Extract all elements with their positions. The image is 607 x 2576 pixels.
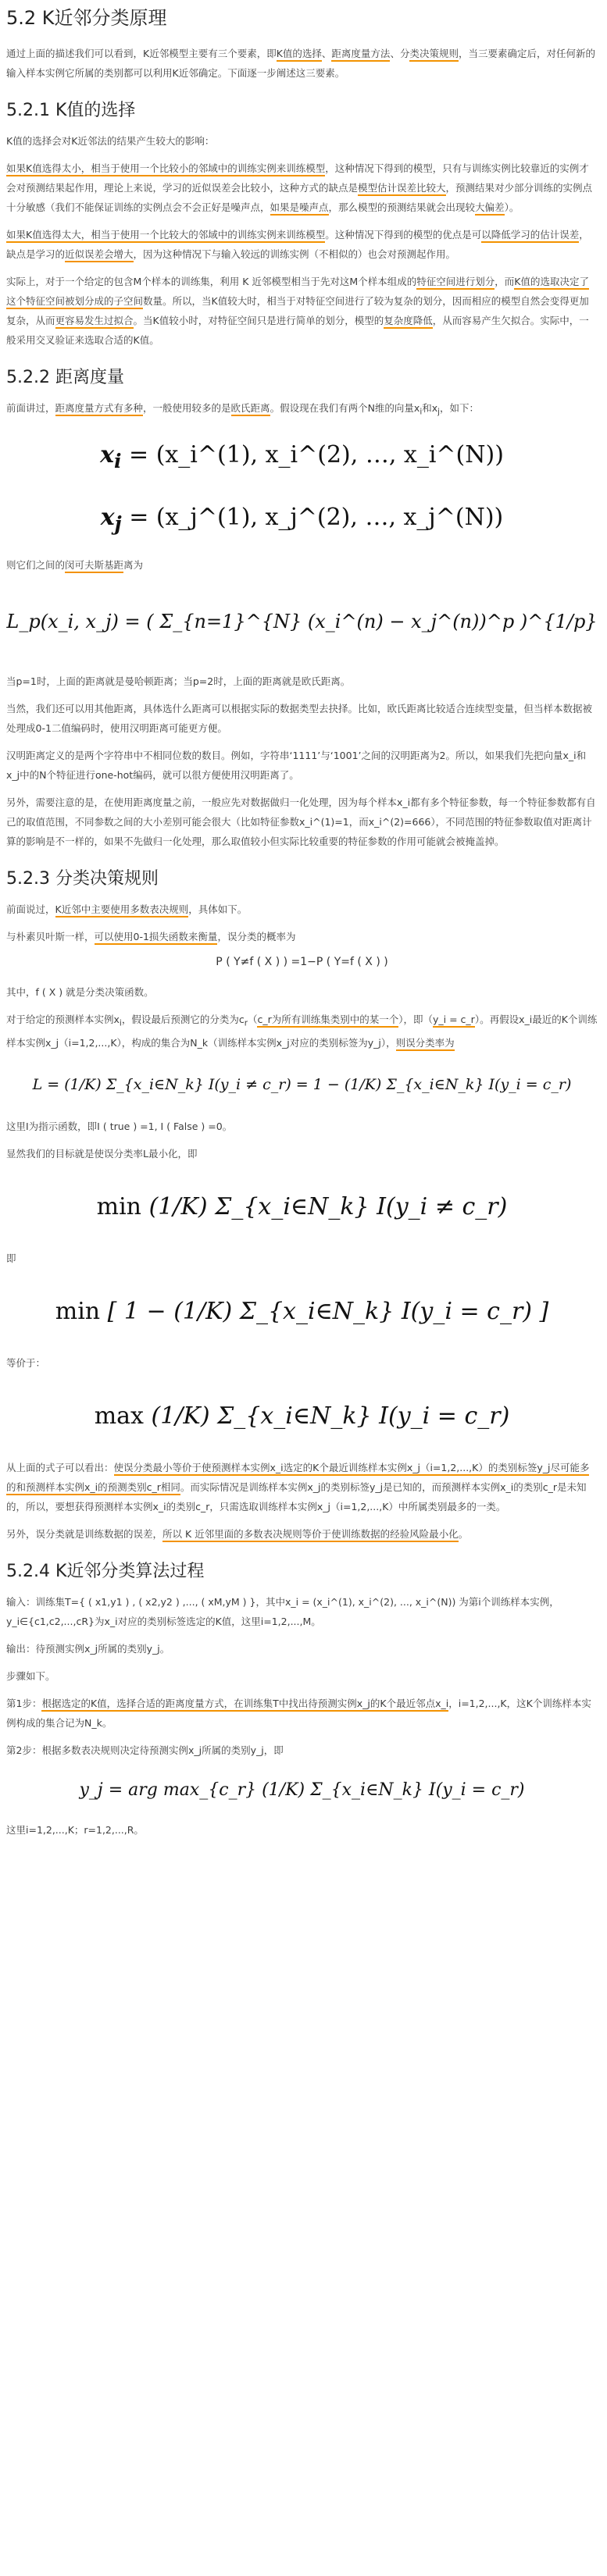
distance-p2: 则它们之间的闵可夫斯基距离为 <box>6 555 598 575</box>
decision-p10: 另外，误分类就是训练数据的误差，所以 K 近邻里面的多数表决规则等价于使训练数据的经验风险最小化。 <box>6 1524 598 1544</box>
min-equation: min (1/K) Σ_{x_i∈N_k} I(y_i ≠ c_r) <box>96 1193 508 1220</box>
k-choice-p3: 如果K值选得太大，相当于使用一个比较大的邻域中的训练实例来训练模型。这种情况下得到的模型的优点是可以降低学习的估计误差，缺点是学习的近似误差会增大，因为这种情况下与输入较远的训练实例（不相似的）也会对预测起作用。 <box>6 225 598 264</box>
distance-p6: 另外，需要注意的是，在使用距离度量之前，一般应先对数据做归一化处理，因为每个样本x_i都有多个特征参数，每一个特征参数都有自己的取值范围，不同参数之间的大小差别可能会很大（比如特征参数x_i^(1)=1，而x_i^(2)=666），不同范围的特征参数取值对距离计算的影响是不一样的，如果不先做归一化处理，那么取值较小但实际比较重要的特征参数的作用可能就会被掩盖掉。 <box>6 796 596 847</box>
algo-input: 输入：训练集T={ ( x1,y1 ) , ( x2,y2 ) ,..., ( xM,yM ) }，其中x_i = (x_i^(1), x_i^(2), ..., x_i^(N)) 为第i个训练样本实例，y_i∈{c1,c2,...,cR}为x_i对应的类别标签选定的K值，这里i=1,2,...,M。 <box>6 1596 559 1627</box>
section-title-5-2-3: 5.2.3 分类决策规则 <box>6 868 159 889</box>
algo-step1: 第1步：根据选定的K值，选择合适的距离度量方式，在训练集T中找出待预测实例x_j的K个最近邻点x_i，i=1,2,...,K，这K个训练样本实例构成的集合记为N_k。 <box>6 1698 591 1729</box>
distance-p5: 汉明距离定义的是两个字符串中不相同位数的数目。例如，字符串‘1111’与‘1001’之间的汉明距离为2。所以，如果我们先把向量x_i和x_j中的N个特征进行one-hot编码，就可以很方便使用汉明距离了。 <box>6 749 587 781</box>
min-bracket-equation: min [ 1 − (1/K) Σ_{x_i∈N_k} I(y_i = c_r) ] <box>55 1298 549 1325</box>
decision-p1: 前面说过，K近邻中主要使用多数表决规则，具体如下。 <box>6 900 598 919</box>
decision-p3: 其中，f ( X ) 就是分类决策函数。 <box>6 985 154 998</box>
decision-p9: 从上面的式子可以看出：使误分类最小等价于使预测样本实例x_i选定的K个最近训练样本实例x_j（i=1,2,...,K）的类别标签y_j尽可能多的和预测样本实例x_i的预测类别c_r相同。而实际情况是训练样本实例x_j的类别标签y_j是已知的，而预测样本实例x_i的类别c_r是未知的，所以，要想获得预测样本实例x_i的类别c_r，只需选取训练样本实例x_j（i=1,2,...,K）中所属类别最多的一类。 <box>6 1462 590 1512</box>
algo-steps: 步骤如下。 <box>6 1670 55 1682</box>
section-title-5-2-1: 5.2.1 K值的选择 <box>6 101 136 120</box>
algo-step2-end: 这里i=1,2,...,K；r=1,2,...,R。 <box>6 1824 144 1836</box>
intro-paragraph: 通过上面的描述我们可以看到，K近邻模型主要有三个要素，即K值的选择、距离度量方法、分类决策规则，当三要素确定后，对任何新的输入样本实例它所属的类别都可以利用K近邻确定。下面逐一步阐述这三要素。 <box>6 48 595 79</box>
decision-p2: 与朴素贝叶斯一样，可以使用0-1损失函数来衡量，误分类的概率为 <box>6 927 598 946</box>
distance-p4: 当然，我们还可以用其他距离，具体选什么距离可以根据实际的数据类型去抉择。比如，欧氏距离比较适合连续型变量，但当样本数据被处理成0-1二值编码时，使用汉明距离可能更方便。 <box>6 702 593 734</box>
argmax-equation: y_j = arg max_{c_r} (1/K) Σ_{x_i∈N_k} I(y_i = c_r) <box>79 1780 525 1800</box>
section-title-5-2-4: 5.2.4 K近邻分类算法过程 <box>6 1562 205 1581</box>
max-equation: max (1/K) Σ_{x_i∈N_k} I(y_i = c_r) <box>94 1402 510 1430</box>
decision-p4: 对于给定的预测样本实例$x_i$，假设最后预测它的分类为$c_r(c\_r$为所有训练集类别中的某一个），即（y_i = c_r）。再假设x_i最近的K个训练样本实例x_j（i=1,2,...,K），构成的集合为N_k（训练样本实例x_j对应的类别标签为y_j），则误分类率为 <box>6 1010 598 1053</box>
k-choice-p2: 如果K值选得太小，相当于使用一个比较小的邻域中的训练实例来训练模型，这种情况下得到的模型，只有与训练实例比较靠近的实例才会对预测结果起作用，理论上来说，学习的近似误差会比较小，这种方式的缺点是模型估计误差比较大，预测结果对少部分训练的实例点十分敏感（我们不能保证训练的实例点会不会正好是噪声点，如果是噪声点，那么模型的预测结果就会出现较大偏差）。 <box>6 159 598 217</box>
decision-p6: 显然我们的目标就是使误分类率L最小化，即 <box>6 1148 198 1160</box>
section-title-5-2: 5.2 K近邻分类原理 <box>6 7 167 29</box>
decision-p5: 这里I为指示函数，即I ( true ) =1, I ( False ) =0。 <box>6 1121 233 1132</box>
vector-xi-equation: $x_i$ = (x_i^(1), x_i^(2), …, x_i^(N)) <box>100 440 504 472</box>
vector-xj-equation: $x_j$ = (x_j^(1), x_j^(2), …, x_j^(N)) <box>100 503 504 535</box>
section-title-5-2-2: 5.2.2 距离度量 <box>6 368 124 387</box>
decision-p8: 等价于： <box>6 1357 46 1369</box>
distance-p1: 前面讲过，距离度量方式有多种，一般使用较多的是欧氏距离。假设现在我们有两个N维的向量$x_i$和$x_j$，如下： <box>6 402 480 417</box>
algo-step2: 第2步：根据多数表决规则决定待预测实例x_j所属的类别y_j，即 <box>6 1744 284 1756</box>
distance-p3: 当p=1时，上面的距离就是曼哈顿距离；当p=2时，上面的距离就是欧氏距离。 <box>6 675 351 687</box>
decision-p7: 即 <box>6 1252 16 1264</box>
probability-equation: P ( Y≠f ( X ) ) =1−P ( Y=f ( X ) ) <box>216 955 388 968</box>
loss-equation: L = (1/K) Σ_{x_i∈N_k} I(y_i ≠ c_r) = 1 − (1/K) Σ_{x_i∈N_k} I(y_i = c_r) <box>32 1076 572 1093</box>
algo-output: 输出：待预测实例x_j所属的类别y_j。 <box>6 1643 170 1655</box>
minkowski-equation: L_p(x_i, x_j) = ( Σ_{n=1}^{N} (x_i^(n) − x_j^(n))^p )^{1/p} <box>6 610 598 632</box>
k-choice-p4: 实际上，对于一个给定的包含M个样本的训练集，利用 K 近邻模型相当于先对这M个样本组成的特征空间进行划分，而K值的选取决定了这个特征空间被划分成的子空间数量。所以，当K值较大时，相当于对特征空间进行了较为复杂的划分，因而相应的模型自然会变得更加复杂，从而更容易发生过拟合。当K值较小时，对特征空间只是进行简单的划分，模型的复杂度降低，从而容易产生欠拟合。实际中，一般采用交叉验证来选取合适的K值。 <box>6 276 589 346</box>
k-choice-p1: K值的选择会对K近邻法的结果产生较大的影响： <box>6 135 215 147</box>
